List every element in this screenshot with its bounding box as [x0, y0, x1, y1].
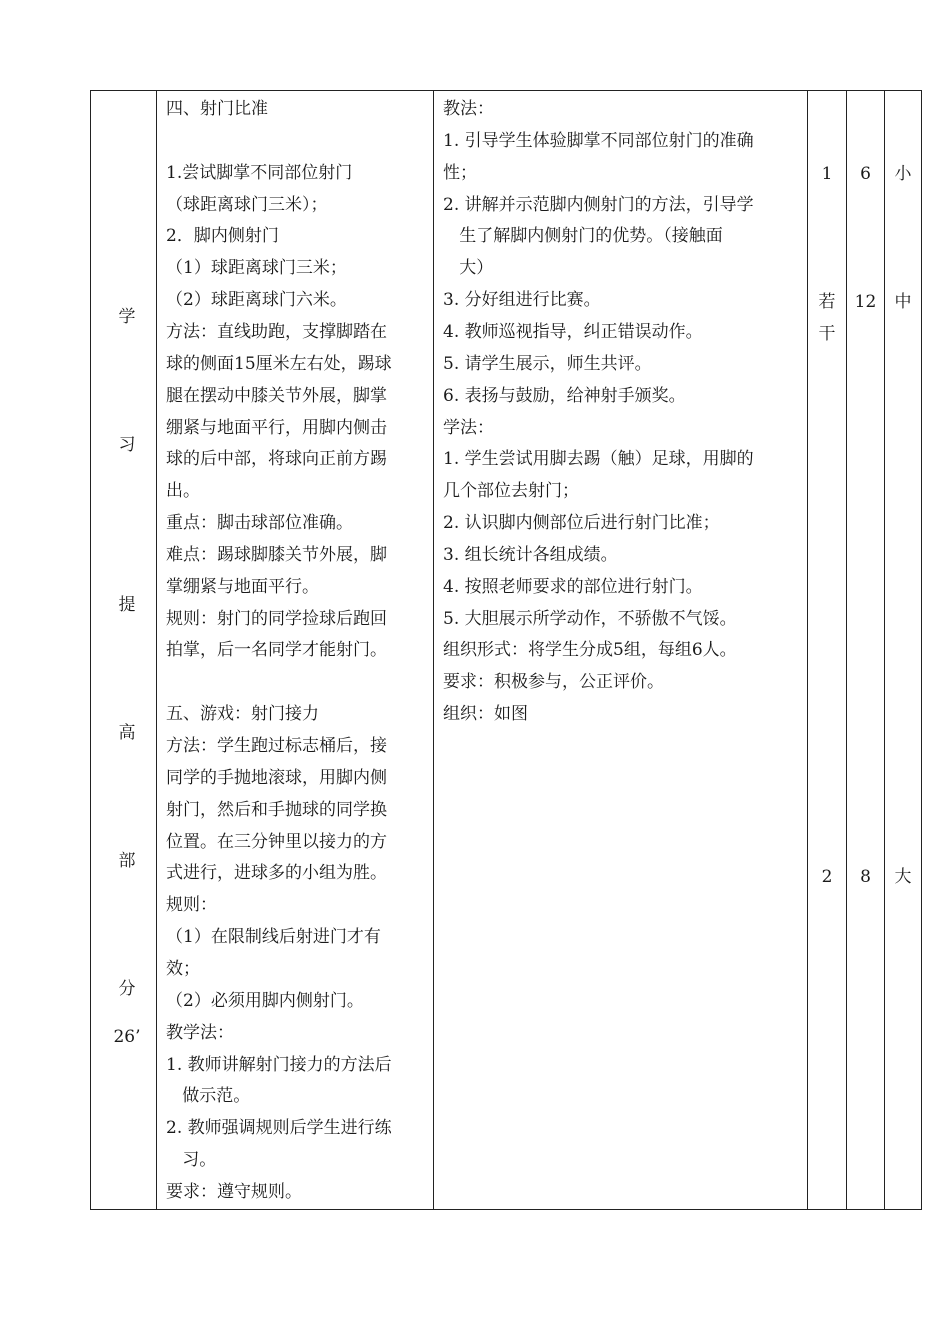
text-line: 性； — [443, 162, 477, 183]
text-line: 4. 按照老师要求的部位进行射门。 — [443, 576, 703, 597]
text-line: 要求：遵守规则。 — [166, 1181, 302, 1202]
table-divider-2 — [433, 90, 434, 1210]
text-line: 做示范。 — [166, 1086, 251, 1107]
section-label-char: 分 — [118, 979, 136, 999]
table-top-border — [90, 90, 922, 91]
text-line: 要求：积极参与，公正评价。 — [443, 672, 664, 693]
section-time: 26’ — [113, 1027, 141, 1047]
text-line: 出。 — [166, 481, 200, 502]
text-line: 6. 表扬与鼓励，给神射手颁奖。 — [443, 385, 686, 406]
text-line: 习。 — [166, 1150, 217, 1171]
text-line: 效； — [166, 958, 200, 979]
intensity-value: 大 — [894, 867, 912, 887]
text-line: 球的后中部，将球向正前方踢 — [166, 449, 387, 470]
section-label-char: 部 — [118, 851, 136, 871]
text-line: 四、射门比准 — [166, 99, 268, 119]
minutes-value: 12 — [854, 292, 877, 312]
table-border-left — [90, 90, 91, 1210]
intensity-value: 中 — [894, 292, 912, 312]
table-divider-5 — [884, 90, 885, 1210]
text-line: 拍掌，后一名同学才能射门。 — [166, 640, 387, 661]
text-line: 腿在摆动中膝关节外展，脚掌 — [166, 385, 387, 406]
text-line: 1. 学生尝试用脚去踢（触）足球，用脚的 — [443, 449, 754, 470]
text-line: 生了解脚内侧射门的优势。（接触面 — [443, 226, 723, 247]
groups-value: 2 — [821, 867, 833, 887]
table-divider-4 — [846, 90, 847, 1210]
text-line: （1）在限制线后射进门才有 — [166, 927, 381, 948]
text-line: 2. 教师强调规则后学生进行练 — [166, 1118, 392, 1139]
groups-value: 若干 — [818, 292, 836, 344]
text-line: 绷紧与地面平行，用脚内侧击 — [166, 417, 387, 438]
text-line: 教学法： — [166, 1022, 234, 1043]
text-line: 方法：学生跑过标志桶后，接 — [166, 736, 387, 756]
text-line: 球的侧面15厘米左右处，踢球 — [166, 353, 392, 374]
text-line: 同学的手抛地滚球，用脚内侧 — [166, 767, 387, 788]
text-line: 规则： — [166, 895, 217, 916]
table-divider-1 — [156, 90, 157, 1210]
text-line: 位置。在三分钟里以接力的方 — [166, 831, 387, 852]
text-line: 1. 引导学生体验脚掌不同部位射门的准确 — [443, 130, 754, 151]
text-line: 3. 分好组进行比赛。 — [443, 290, 601, 311]
text-line: 5. 大胆展示所学动作，不骄傲不气馁。 — [443, 608, 737, 629]
text-line: （2）必须用脚内侧射门。 — [166, 990, 364, 1011]
text-line: 几个部位去射门； — [443, 481, 579, 502]
text-line: 2．脚内侧射门 — [166, 226, 279, 247]
text-line: （球距离球门三米）； — [166, 194, 328, 215]
text-line: 组织：如图 — [443, 704, 528, 725]
text-line: 2. 认识脚内侧部位后进行射门比准； — [443, 513, 720, 534]
section-label-char: 提 — [118, 595, 136, 615]
text-line: 学法： — [443, 417, 494, 438]
text-line: 难点：踢球脚膝关节外展，脚 — [166, 544, 387, 565]
text-line: 重点：脚击球部位准确。 — [166, 513, 353, 534]
text-line: 掌绷紧与地面平行。 — [166, 576, 319, 597]
text-line: 1. 教师讲解射门接力的方法后 — [166, 1054, 392, 1075]
intensity-value: 小 — [894, 164, 912, 184]
text-line: 1.尝试脚掌不同部位射门 — [166, 162, 353, 183]
section-label-char: 习 — [118, 435, 136, 455]
text-line: 组织形式：将学生分成5组，每组6人。 — [443, 640, 737, 661]
table-border-right — [921, 90, 922, 1210]
text-line: 教法： — [443, 99, 494, 119]
text-line: 2. 讲解并示范脚内侧射门的方法，引导学 — [443, 194, 754, 215]
groups-value: 1 — [821, 164, 833, 184]
text-line: 4. 教师巡视指导，纠正错误动作。 — [443, 321, 703, 342]
minutes-value: 6 — [860, 164, 871, 184]
text-line: 5. 请学生展示，师生共评。 — [443, 353, 652, 374]
table-bottom-border — [90, 1209, 922, 1210]
text-line: 式进行，进球多的小组为胜。 — [166, 863, 387, 884]
table-divider-3 — [807, 90, 808, 1210]
text-line: （2）球距离球门六米。 — [166, 290, 347, 311]
text-line: 五、游戏：射门接力 — [166, 704, 319, 725]
section-label-char: 学 — [118, 307, 136, 327]
text-line: （1）球距离球门三米； — [166, 258, 347, 279]
text-line: 射门，然后和手抛球的同学换 — [166, 799, 387, 820]
section-label-char: 高 — [118, 723, 136, 743]
minutes-value: 8 — [860, 867, 871, 887]
text-line: 规则：射门的同学捡球后跑回 — [166, 608, 387, 629]
text-line: 3. 组长统计各组成绩。 — [443, 544, 618, 565]
text-line: 方法：直线助跑，支撑脚踏在 — [166, 321, 387, 342]
text-line: 大） — [443, 258, 494, 279]
